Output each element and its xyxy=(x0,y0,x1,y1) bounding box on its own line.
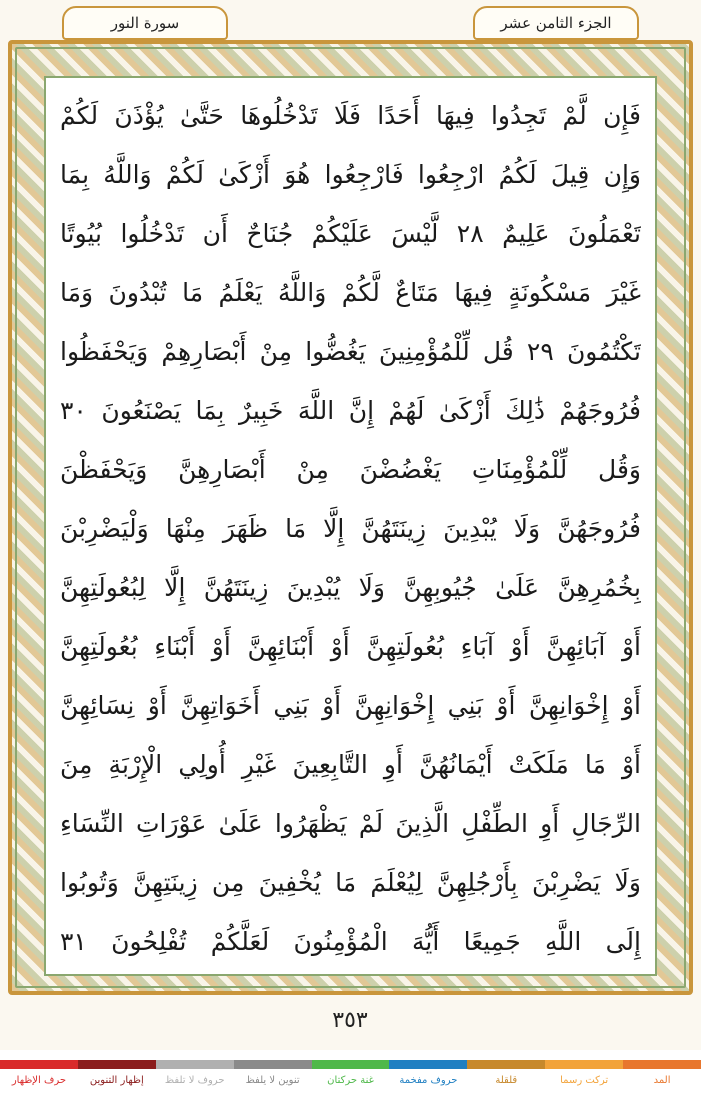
legend-color-bar xyxy=(156,1060,234,1069)
surah-name-header xyxy=(62,6,228,40)
legend-label: حروف لا تلفظ xyxy=(164,1075,225,1086)
verse-line: الرِّجَالِ أَوِ الطِّفْلِ الَّذِينَ لَمْ يَظْهَرُوا عَلَىٰ عَوْرَاتِ النِّسَاءِ xyxy=(60,809,641,838)
legend-color-bar xyxy=(234,1060,312,1069)
legend-label: غنة حركتان xyxy=(327,1075,374,1086)
legend-color-bar xyxy=(389,1060,467,1069)
verse-line: أَوْ مَا مَلَكَتْ أَيْمَانُهُنَّ أَوِ التَّابِعِينَ غَيْرِ أُولِي الْإِرْبَةِ مِنَ xyxy=(60,750,641,779)
legend-color-bar xyxy=(467,1060,545,1069)
verse-line: فُرُوجَهُمْ ذَٰلِكَ أَزْكَىٰ لَهُمْ إِنَّ اللَّهَ خَبِيرٌ بِمَا يَصْنَعُونَ ٣٠ xyxy=(60,396,641,425)
legend-item xyxy=(0,1060,78,1101)
verse-lines xyxy=(60,86,641,974)
juz-name-header xyxy=(473,6,639,40)
legend-label: تركت رسما xyxy=(560,1075,609,1086)
legend-item xyxy=(623,1060,701,1101)
verse-line: وَقُل لِّلْمُؤْمِنَاتِ يَغْضُضْنَ مِنْ أَبْصَارِهِنَّ وَيَحْفَظْنَ xyxy=(60,455,641,484)
verse-line: بِخُمُرِهِنَّ عَلَىٰ جُيُوبِهِنَّ وَلَا يُبْدِينَ زِينَتَهُنَّ إِلَّا لِبُعُولَتِهِنَّ xyxy=(60,573,641,602)
verse-line: أَوْ إِخْوَانِهِنَّ أَوْ بَنِي إِخْوَانِهِنَّ أَوْ بَنِي أَخَوَاتِهِنَّ أَوْ نِسَائِهِنَّ xyxy=(60,691,641,720)
legend-item xyxy=(312,1060,390,1101)
legend-label: إظهار التنوين xyxy=(89,1075,144,1086)
surah-name-label: سورة النور xyxy=(110,14,180,32)
legend-label: قلقلة xyxy=(495,1075,518,1086)
verse-text-area xyxy=(44,76,657,976)
legend-label: حروف مفخمة xyxy=(399,1075,458,1086)
legend-color-bar xyxy=(623,1060,701,1069)
legend-label: المد xyxy=(653,1075,671,1086)
verse-line: تَكْتُمُونَ ٢٩ قُل لِّلْمُؤْمِنِينَ يَغُضُّوا مِنْ أَبْصَارِهِمْ وَيَحْفَظُوا xyxy=(60,337,641,366)
tajweed-legend xyxy=(0,1060,701,1101)
juz-name-label: الجزء الثامن عشر xyxy=(500,14,612,32)
legend-item xyxy=(389,1060,467,1101)
legend-item xyxy=(234,1060,312,1101)
verse-line: تَعْمَلُونَ عَلِيمٌ ٢٨ لَّيْسَ عَلَيْكُمْ جُنَاحٌ أَن تَدْخُلُوا بُيُوتًا xyxy=(60,219,641,248)
legend-color-bar xyxy=(312,1060,390,1069)
verse-line: غَيْرَ مَسْكُونَةٍ فِيهَا مَتَاعٌ لَّكُمْ وَاللَّهُ يَعْلَمُ مَا تُبْدُونَ وَمَا xyxy=(60,278,641,307)
verse-line: وَإِن قِيلَ لَكُمُ ارْجِعُوا فَارْجِعُوا هُوَ أَزْكَىٰ لَكُمْ وَاللَّهُ بِمَا xyxy=(60,160,641,189)
verse-line: فَإِن لَّمْ تَجِدُوا فِيهَا أَحَدًا فَلَا تَدْخُلُوهَا حَتَّىٰ يُؤْذَنَ لَكُمْ xyxy=(60,101,641,130)
legend-item xyxy=(78,1060,156,1101)
page-number: ٣٥٣ xyxy=(332,1008,368,1033)
verse-line: فُرُوجَهُنَّ وَلَا يُبْدِينَ زِينَتَهُنَّ إِلَّا مَا ظَهَرَ مِنْهَا وَلْيَضْرِبْنَ xyxy=(60,514,641,543)
verse-line: وَلَا يَضْرِبْنَ بِأَرْجُلِهِنَّ لِيُعْلَمَ مَا يُخْفِينَ مِن زِينَتِهِنَّ وَتُوبُوا xyxy=(60,868,641,897)
legend-item xyxy=(467,1060,545,1101)
legend-color-bar xyxy=(545,1060,623,1069)
legend-item xyxy=(156,1060,234,1101)
legend-color-bar xyxy=(78,1060,156,1069)
legend-item xyxy=(545,1060,623,1101)
legend-label: حرف الإظهار xyxy=(11,1075,67,1086)
verse-line: أَوْ آبَائِهِنَّ أَوْ آبَاءِ بُعُولَتِهِنَّ أَوْ أَبْنَائِهِنَّ أَوْ أَبْنَاءِ بُعُولَتِهِنَّ xyxy=(60,632,641,661)
verse-line: إِلَى اللَّهِ جَمِيعًا أَيُّهَ الْمُؤْمِنُونَ لَعَلَّكُمْ تُفْلِحُونَ ٣١ xyxy=(60,927,641,956)
legend-label: تنوين لا يلفظ xyxy=(245,1075,300,1086)
legend-color-bar xyxy=(0,1060,78,1069)
